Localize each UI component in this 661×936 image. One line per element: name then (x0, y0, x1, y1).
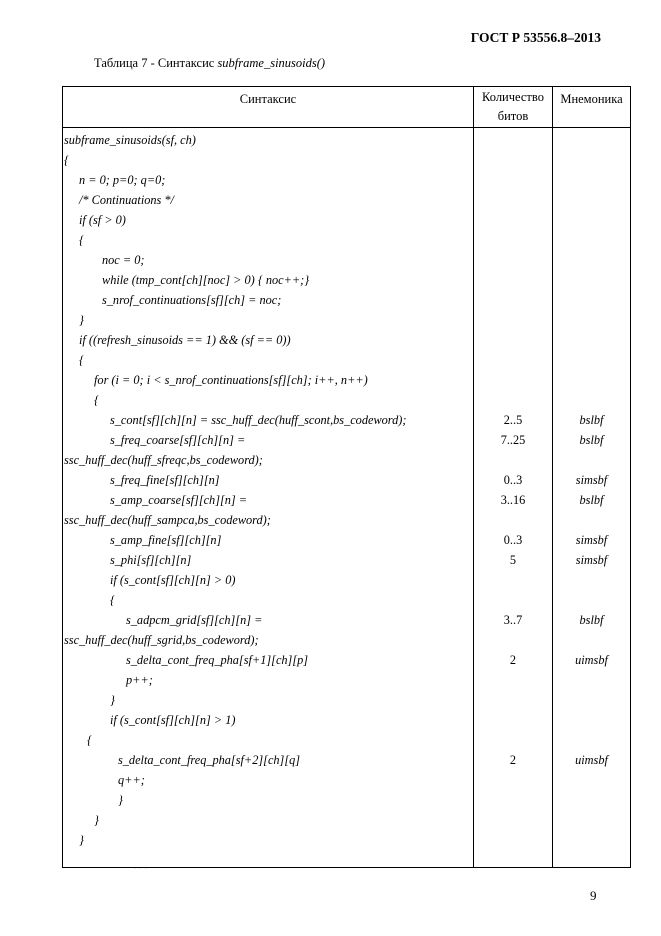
bit-count: 0..3 (503, 473, 523, 487)
syntax-line: s_nrof_continuations[sf][ch] = noc; (102, 293, 282, 307)
syntax-line: ssc_huff_dec(huff_sgrid,bs_codeword); (64, 633, 259, 647)
column-header-bits-line1: Количество (482, 90, 544, 104)
syntax-line: q++; (118, 773, 145, 787)
syntax-line: s_adpcm_grid[sf][ch][n] = (126, 613, 263, 627)
syntax-line: s_amp_coarse[sf][ch][n] = (110, 493, 248, 507)
bit-count: 7..25 (500, 433, 526, 447)
column-header-bits (474, 88, 552, 126)
syntax-line: ssc_huff_dec(huff_sampca,bs_codeword); (64, 513, 271, 527)
syntax-line: p++; (126, 673, 153, 687)
syntax-line: } (79, 313, 84, 327)
caption-prefix: Таблица 7 - Синтаксис (94, 56, 218, 70)
bit-count: 5 (509, 553, 517, 567)
caption-function-name: subframe_sinusoids() (217, 56, 326, 70)
mnemonic: bslbf (579, 433, 604, 447)
mnemonic: simsbf (575, 473, 608, 487)
syntax-line: { (64, 153, 69, 167)
mnemonic: simsbf (575, 553, 608, 567)
syntax-line: if ((refresh_sinusoids == 1) && (sf == 0)) (79, 333, 291, 347)
syntax-line: } (118, 793, 123, 807)
mnemonic: bslbf (579, 413, 604, 427)
syntax-line: s_cont[sf][ch][n] = ssc_huff_dec(huff_scont,bs_codeword); (110, 413, 407, 427)
syntax-line: { (87, 733, 92, 747)
mnemonic: bslbf (579, 493, 604, 507)
syntax-line: s_freq_fine[sf][ch][n] (110, 473, 220, 487)
bit-count: 0..3 (503, 533, 523, 547)
bit-count: 3..7 (503, 613, 523, 627)
syntax-line: } (94, 813, 99, 827)
syntax-line: { (110, 593, 115, 607)
mnemonic: uimsbf (575, 653, 608, 667)
bit-count: 2 (509, 653, 517, 667)
syntax-line: } (110, 693, 115, 707)
syntax-line: for (i = 0; i < s_nrof_continuations[sf][ch]; i++, n++) (94, 373, 368, 387)
syntax-line: s_phi[sf][ch][n] (110, 553, 192, 567)
column-header-syntax: Синтаксис (239, 92, 297, 106)
syntax-line: /* Continuations */ (79, 193, 174, 207)
mnemonic: bslbf (579, 613, 604, 627)
syntax-line: s_amp_fine[sf][ch][n] (110, 533, 222, 547)
syntax-line: s_freq_coarse[sf][ch][n] = (110, 433, 246, 447)
syntax-line: if (s_cont[sf][ch][n] > 0) (110, 573, 236, 587)
syntax-line: { (79, 233, 84, 247)
syntax-line: subframe_sinusoids(sf, ch) (64, 133, 196, 147)
standard-header: ГОСТ Р 53556.8–2013 (470, 30, 601, 45)
column-header-bits-line2: битов (497, 109, 529, 123)
syntax-line: if (sf > 0) (79, 213, 126, 227)
scan-artifact: · · · (134, 866, 148, 872)
bit-count: 2 (509, 753, 517, 767)
syntax-line: { (94, 393, 99, 407)
syntax-line: noc = 0; (102, 253, 145, 267)
syntax-line: ssc_huff_dec(huff_sfreqc,bs_codeword); (64, 453, 263, 467)
syntax-line: s_delta_cont_freq_pha[sf+1][ch][p] (126, 653, 309, 667)
syntax-line: } (79, 833, 84, 847)
mnemonic: simsbf (575, 533, 608, 547)
column-header-mnemonic: Мнемоника (560, 92, 623, 106)
page-number: 9 (590, 888, 597, 903)
bit-count: 3..16 (500, 493, 526, 507)
table-caption (94, 56, 325, 71)
syntax-line: while (tmp_cont[ch][noc] > 0) { noc++;} (102, 273, 310, 287)
mnemonic: uimsbf (575, 753, 608, 767)
syntax-line: if (s_cont[sf][ch][n] > 1) (110, 713, 236, 727)
bit-count: 2..5 (503, 413, 523, 427)
header-divider (63, 127, 630, 128)
syntax-line: { (79, 353, 84, 367)
syntax-line: n = 0; p=0; q=0; (79, 173, 166, 187)
syntax-line: s_delta_cont_freq_pha[sf+2][ch][q] (118, 753, 301, 767)
